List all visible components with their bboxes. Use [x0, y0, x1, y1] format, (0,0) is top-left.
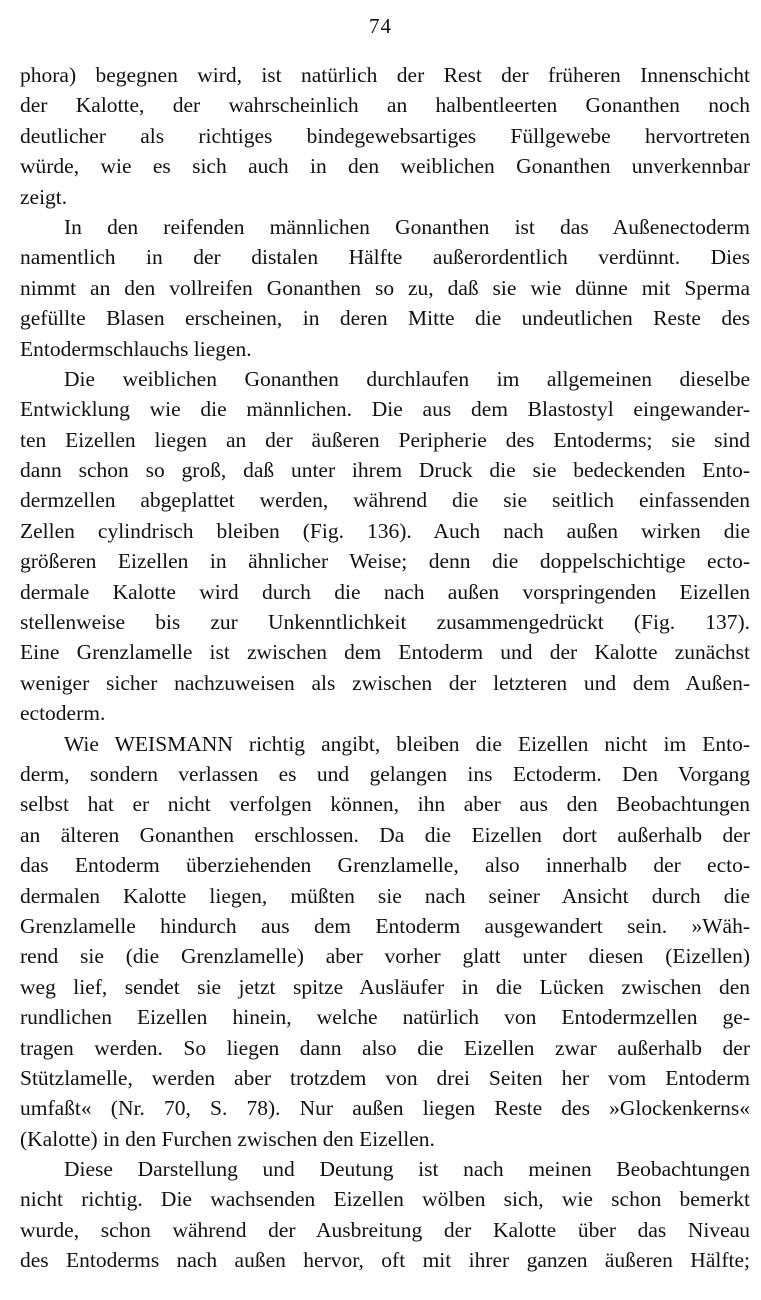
text-line: umfaßt« (Nr. 70, S. 78). Nur außen liegen Reste des »Glockenkerns«: [20, 1096, 750, 1121]
text-line: Die weiblichen Gonanthen durchlaufen im allgemeinen dieselbe: [64, 366, 750, 391]
text-line: In den reifenden männlichen Gonanthen ist das Außenectoderm: [64, 214, 750, 239]
text-line: ectoderm.: [20, 701, 106, 726]
text-line: ten Eizellen liegen an der äußeren Peripherie des Entoderms; sie sind: [20, 427, 750, 452]
text-line: nicht richtig. Die wachsenden Eizellen wölben sich, wie schon bemerkt: [20, 1187, 750, 1212]
text-line: Entodermschlauchs liegen.: [20, 336, 252, 361]
body-text: [20, 60, 750, 1276]
text-line: gefüllte Blasen erscheinen, in deren Mitte die undeutlichen Reste des: [20, 306, 750, 331]
text-line: Diese Darstellung und Deutung ist nach meinen Beobachtungen: [64, 1157, 750, 1182]
text-line: weg lief, sendet sie jetzt spitze Ausläufer in die Lücken zwischen den: [20, 974, 750, 999]
text-line: namentlich in der distalen Hälfte außerordentlich verdünnt. Dies: [20, 245, 750, 270]
page-number: 74: [369, 14, 392, 38]
text-line: dermalen Kalotte liegen, müßten sie nach seiner Ansicht durch die: [20, 883, 750, 908]
text-line: selbst hat er nicht verfolgen können, ihn aber aus den Beobachtungen: [20, 792, 750, 817]
text-line: wurde, schon während der Ausbreitung der Kalotte über das Niveau: [20, 1217, 750, 1242]
text-line: Eine Grenzlamelle ist zwischen dem Entoderm und der Kalotte zunächst: [20, 640, 750, 665]
text-line: deutlicher als richtiges bindegewebsartiges Füllgewebe hervortreten: [20, 123, 750, 148]
text-line: Wie WEISMANN richtig angibt, bleiben die Eizellen nicht im Ento-: [64, 731, 750, 756]
text-line: des Entoderms nach außen hervor, oft mit ihrer ganzen äußeren Hälfte;: [20, 1248, 750, 1273]
text-line: stellenweise bis zur Unkenntlichkeit zusammengedrückt (Fig. 137).: [20, 610, 750, 635]
text-line: das Entoderm überziehenden Grenzlamelle, also innerhalb der ecto-: [20, 853, 750, 878]
text-line: rend sie (die Grenzlamelle) aber vorher glatt unter diesen (Eizellen): [20, 944, 750, 969]
text-line: dermzellen abgeplattet werden, während die sie seitlich einfassenden: [20, 488, 750, 513]
text-line: dermale Kalotte wird durch die nach außen vorspringenden Eizellen: [20, 579, 750, 604]
text-line: größeren Eizellen in ähnlicher Weise; denn die doppelschichtige ecto-: [20, 549, 750, 574]
text-line: nimmt an den vollreifen Gonanthen so zu, daß sie wie dünne mit Sperma: [20, 275, 750, 300]
text-line: würde, wie es sich auch in den weiblichen Gonanthen unverkennbar: [20, 154, 750, 179]
text-line: Stützlamelle, werden aber trotzdem von drei Seiten her vom Entoderm: [20, 1065, 750, 1090]
text-line: Zellen cylindrisch bleiben (Fig. 136). Auch nach außen wirken die: [20, 518, 750, 543]
text-line: der Kalotte, der wahrscheinlich an halbentleerten Gonanthen noch: [20, 93, 750, 118]
text-line: tragen werden. So liegen dann also die Eizellen zwar außerhalb der: [20, 1035, 750, 1060]
text-line: zeigt.: [20, 184, 68, 209]
text-line: phora) begegnen wird, ist natürlich der Rest der früheren Innenschicht: [20, 63, 750, 87]
text-line: weniger sicher nachzuweisen als zwischen der letzteren und dem Außen-: [20, 670, 750, 695]
text-line: (Kalotte) in den Furchen zwischen den Eizellen.: [20, 1126, 435, 1151]
text-line: Grenzlamelle hindurch aus dem Entoderm ausgewandert sein. »Wäh-: [20, 913, 750, 938]
text-line: Entwicklung wie die männlichen. Die aus dem Blastostyl eingewander-: [20, 397, 750, 422]
text-line: derm, sondern verlassen es und gelangen ins Ectoderm. Den Vorgang: [20, 761, 750, 786]
text-line: dann schon so groß, daß unter ihrem Druck die sie bedeckenden Ento-: [20, 458, 750, 483]
text-line: rundlichen Eizellen hinein, welche natürlich von Entodermzellen ge-: [20, 1005, 750, 1030]
text-line: an älteren Gonanthen erschlossen. Da die Eizellen dort außerhalb der: [20, 822, 750, 847]
